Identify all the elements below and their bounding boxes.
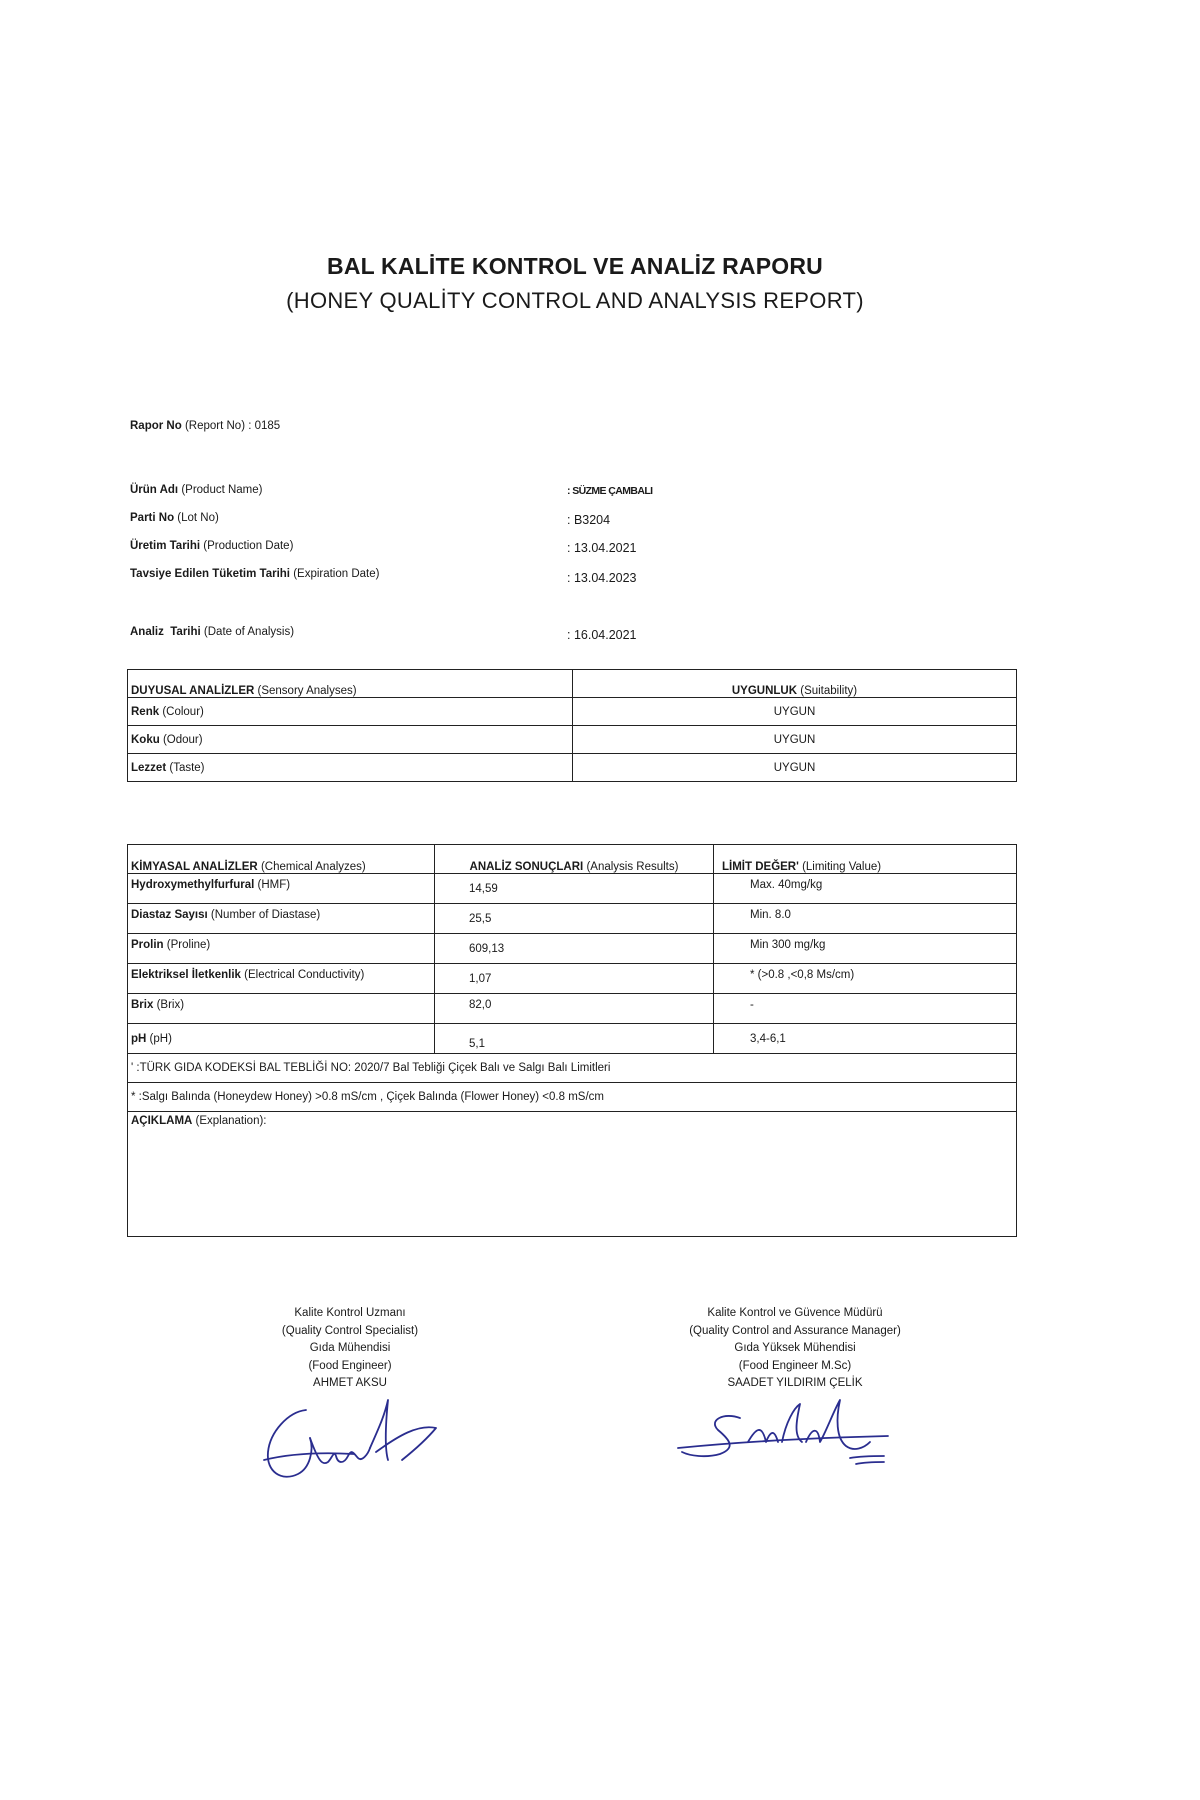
chemical-limit-cell: Min 300 mg/kg: [714, 934, 1017, 964]
sensory-result-cell: UYGUN: [573, 698, 1017, 726]
signer-profession: Gıda Mühendisi: [309, 1342, 391, 1354]
field-lot-no-label: [130, 512, 219, 524]
signature-block-right: [660, 1305, 930, 1393]
report-number: [130, 420, 280, 432]
table-row: [128, 874, 1017, 904]
footnote-conductivity: * :Salgı Balında (Honeydew Honey) >0.8 mS/cm , Çiçek Balında (Flower Honey) <0.8 mS/cm: [128, 1083, 1017, 1112]
table-row: [128, 698, 1017, 726]
results-header-en: (Analysis Results): [586, 861, 679, 873]
table-row: [128, 994, 1017, 1024]
chemical-name-tr: Brix: [131, 999, 154, 1011]
signer-title: Kalite Kontrol Uzmanı: [294, 1307, 406, 1319]
sensory-result-cell: UYGUN: [573, 754, 1017, 782]
table-row: [128, 904, 1017, 934]
results-header-cell: [435, 845, 714, 874]
report-number-label: Rapor No: [130, 420, 182, 432]
explanation-cell: [128, 1112, 1017, 1237]
chemical-name-tr: Elektriksel İletkenlik: [131, 969, 241, 981]
chemical-name-en: (Electrical Conductivity): [244, 969, 365, 981]
field-label-en: (Lot No): [177, 512, 219, 524]
signer-name: AHMET AKSU: [313, 1377, 387, 1389]
chemical-name-tr: Prolin: [131, 939, 164, 951]
chemical-name-cell: [128, 964, 435, 994]
chemical-header-en: (Chemical Analyzes): [260, 861, 366, 873]
explanation-label-tr: AÇIKLAMA: [131, 1115, 193, 1127]
handwritten-signature-left: [258, 1390, 438, 1490]
field-product-name-label: [130, 484, 263, 496]
table-row: [128, 1024, 1017, 1054]
table-row: [128, 934, 1017, 964]
chemical-name-cell: [128, 874, 435, 904]
chemical-limit-cell: -: [714, 994, 1017, 1024]
sensory-name-en: (Colour): [162, 705, 204, 718]
field-label-en: (Expiration Date): [293, 568, 380, 580]
report-number-value: (Report No) : 0185: [184, 420, 281, 432]
chemical-header-tr: KİMYASAL ANALİZLER: [131, 861, 258, 873]
signer-profession-en: (Food Engineer): [308, 1359, 392, 1372]
chemical-name-en: (Brix): [156, 999, 185, 1011]
field-analysis-date-label: [130, 626, 294, 638]
chemical-name-cell: [128, 934, 435, 964]
chemical-name-en: (pH): [149, 1032, 172, 1045]
sensory-name-tr: Lezzet: [131, 761, 167, 774]
limit-header-cell: [714, 845, 1017, 874]
signer-title-en: (Quality Control Specialist): [281, 1324, 419, 1337]
sensory-result-cell: UYGUN: [573, 726, 1017, 754]
chemical-name-en: (HMF): [257, 879, 291, 891]
chemical-name-cell: [128, 904, 435, 934]
field-label-tr: Parti No: [130, 512, 175, 524]
chemical-name-tr: Hydroxymethylfurfural: [131, 879, 255, 891]
chemical-name-en: (Number of Diastase): [210, 909, 321, 921]
chemical-name-tr: pH: [131, 1032, 147, 1045]
table-row: [128, 754, 1017, 782]
sensory-name-cell: [128, 754, 573, 782]
sensory-header-row: [128, 670, 1017, 698]
suitability-header-cell: [573, 670, 1017, 698]
explanation-row: [128, 1112, 1017, 1237]
chemical-header-cell: [128, 845, 435, 874]
sensory-name-cell: [128, 698, 573, 726]
suitability-header-tr: UYGUNLUK: [731, 685, 798, 697]
chemical-limit-cell: Min. 8.0: [714, 904, 1017, 934]
chemical-result-cell: 5,1: [435, 1024, 714, 1054]
field-label-en: (Production Date): [203, 540, 294, 552]
limit-header-tr: LİMİT DEĞER': [722, 861, 799, 873]
field-analysis-date-value: : 16.04.2021: [567, 628, 637, 642]
sensory-name-en: (Odour): [162, 733, 203, 746]
sensory-name-cell: [128, 726, 573, 754]
signer-profession: Gıda Yüksek Mühendisi: [734, 1342, 856, 1354]
report-subtitle: (HONEY QUALİTY CONTROL AND ANALYSIS REPORT): [286, 288, 864, 313]
chemical-limit-cell: Max. 40mg/kg: [714, 874, 1017, 904]
table-row: [128, 964, 1017, 994]
handwritten-signature-right: [678, 1398, 908, 1478]
field-label-tr: Üretim Tarihi: [130, 540, 201, 552]
footnote-codex: ' :TÜRK GIDA KODEKSİ BAL TEBLİĞİ NO: 2020/7 Bal Tebliği Çiçek Balı ve Salgı Balı Limitleri: [128, 1054, 1017, 1083]
table-row: [128, 1054, 1017, 1083]
chemical-name-en: (Proline): [166, 939, 211, 951]
field-production-date-label: [130, 540, 293, 552]
explanation-label-en: (Explanation):: [195, 1115, 267, 1127]
sensory-name-tr: Renk: [131, 705, 160, 718]
chemical-analysis-table: [127, 844, 1017, 1237]
signer-title: Kalite Kontrol ve Güvence Müdürü: [707, 1307, 883, 1319]
field-lot-no-value: : B3204: [567, 513, 611, 527]
sensory-header-en: (Sensory Analyses): [257, 685, 357, 697]
table-row: [128, 726, 1017, 754]
suitability-header-en: (Suitability): [800, 685, 858, 697]
field-production-date-value: : 13.04.2021: [567, 541, 637, 555]
field-label-en: (Date of Analysis): [203, 626, 295, 638]
sensory-name-en: (Taste): [169, 761, 205, 774]
sensory-analysis-table: [127, 669, 1017, 782]
signer-profession-en: (Food Engineer M.Sc): [738, 1359, 852, 1372]
chemical-header-row: [128, 845, 1017, 874]
field-product-name-value: : SÜZME ÇAMBALI: [567, 485, 653, 497]
chemical-name-cell: [128, 994, 435, 1024]
report-title: BAL KALİTE KONTROL VE ANALİZ RAPORU: [327, 253, 823, 279]
results-header-tr: ANALİZ SONUÇLARI: [469, 861, 584, 873]
sensory-name-tr: Koku: [131, 733, 160, 746]
chemical-name-tr: Diastaz Sayısı: [131, 909, 208, 921]
chemical-result-cell: 25,5: [435, 904, 714, 934]
field-expiration-date-value: : 13.04.2023: [567, 571, 637, 585]
field-label-en: (Product Name): [181, 484, 263, 496]
field-label-tr: Tavsiye Edilen Tüketim Tarihi: [130, 568, 290, 580]
signer-name: SAADET YILDIRIM ÇELİK: [727, 1377, 863, 1389]
sensory-header-tr: DUYUSAL ANALİZLER: [131, 685, 255, 697]
chemical-result-cell: 1,07: [435, 964, 714, 994]
chemical-limit-cell: 3,4-6,1: [714, 1024, 1017, 1054]
signature-block-left: [230, 1305, 470, 1393]
field-expiration-date-label: [130, 568, 379, 580]
chemical-result-cell: 14,59: [435, 874, 714, 904]
field-label-tr: Ürün Adı: [130, 484, 179, 496]
chemical-name-cell: [128, 1024, 435, 1054]
signer-title-en: (Quality Control and Assurance Manager): [689, 1324, 901, 1337]
limit-header-en: (Limiting Value): [802, 861, 882, 873]
chemical-result-cell: 609,13: [435, 934, 714, 964]
sensory-header-cell: [128, 670, 573, 698]
chemical-limit-cell: * (>0.8 ,<0,8 Ms/cm): [714, 964, 1017, 994]
table-row: [128, 1083, 1017, 1112]
field-label-tr: Analiz Tarihi: [130, 626, 201, 638]
chemical-result-cell: 82,0: [435, 994, 714, 1024]
